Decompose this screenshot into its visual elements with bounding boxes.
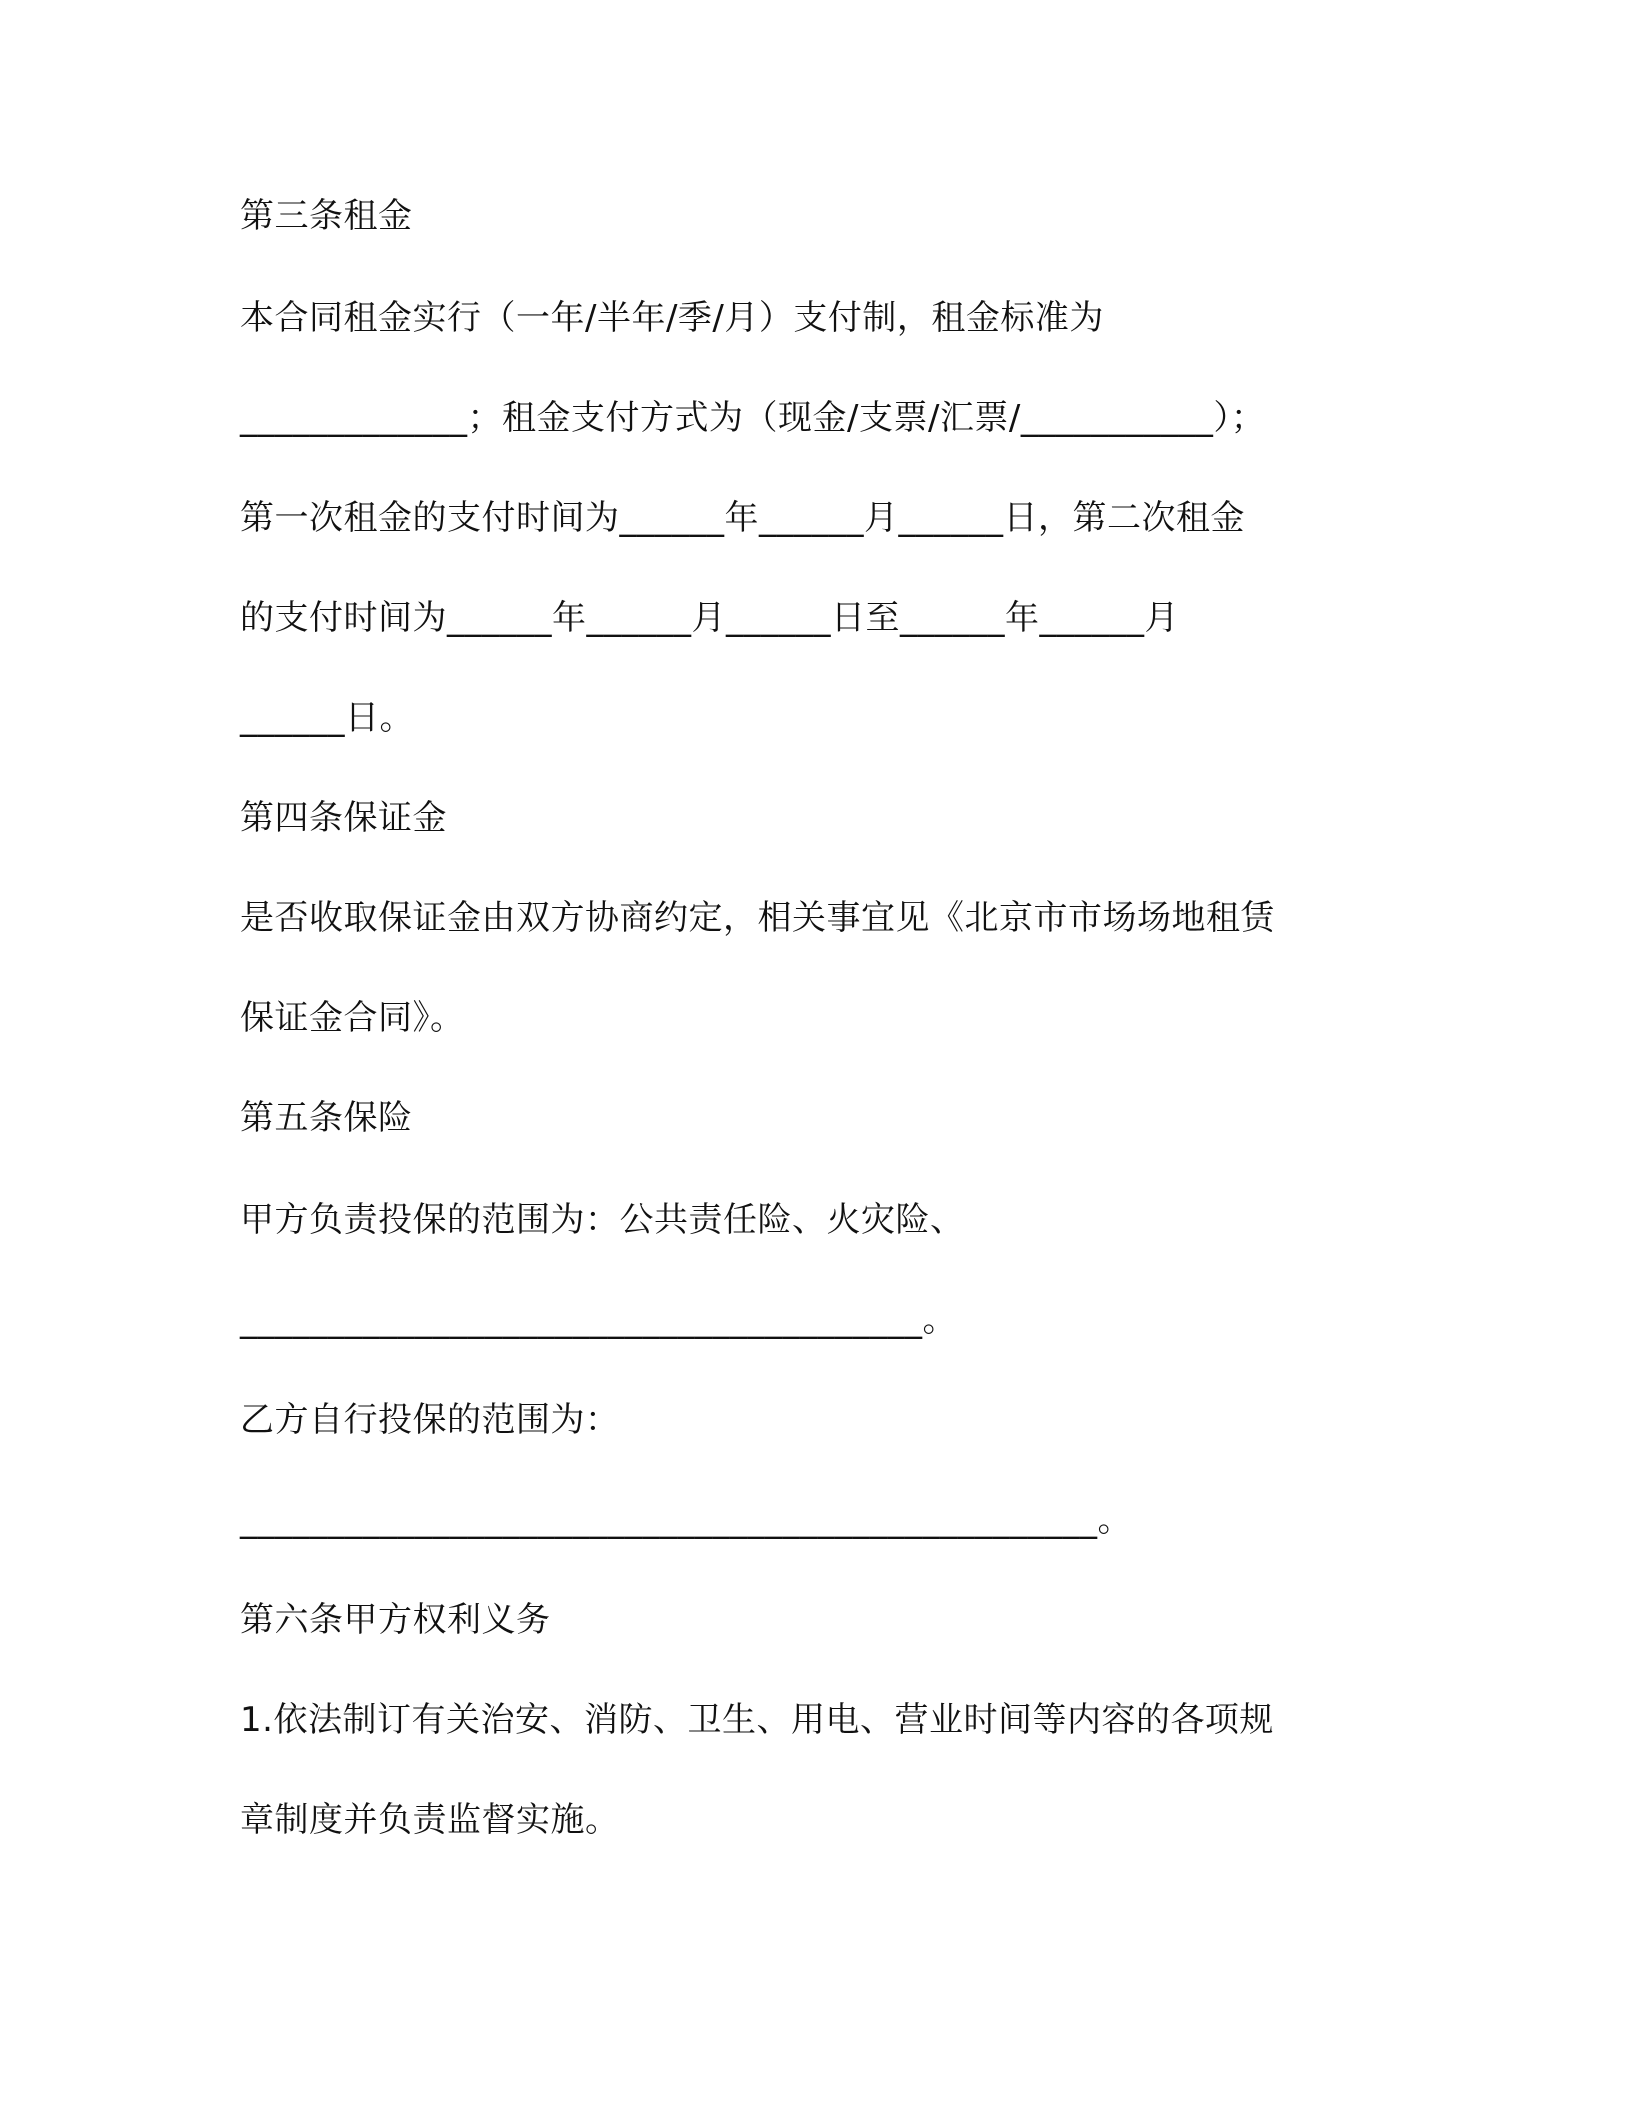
party-a-insurance-text: 甲方负责投保的范围为：公共责任险、火灾险、 bbox=[240, 1200, 965, 1240]
party-b-insurance-blank: _________________________________________________。 bbox=[240, 1500, 1132, 1540]
section-heading-rent: 第三条租金 bbox=[240, 196, 413, 236]
deposit-text-line1: 是否收取保证金由双方协商约定，相关事宜见《北京市市场场地租赁 bbox=[240, 898, 1275, 938]
first-payment-date-text: 第一次租金的支付时间为______年______月______日，第二次租金 bbox=[240, 498, 1245, 538]
rent-payment-system-text: 本合同租金实行（一年/半年/季/月）支付制，租金标准为 bbox=[240, 298, 1104, 338]
deposit-text-line2: 保证金合同》。 bbox=[240, 998, 465, 1038]
party-b-insurance-text: 乙方自行投保的范围为： bbox=[240, 1400, 620, 1440]
second-payment-date-end-text: ______日。 bbox=[240, 698, 414, 738]
second-payment-date-text: 的支付时间为______年______月______日至______年______月 bbox=[240, 598, 1179, 638]
rent-standard-method-text: _____________；租金支付方式为（现金/支票/汇票/___________）； bbox=[240, 398, 1266, 438]
section-heading-deposit: 第四条保证金 bbox=[240, 798, 447, 838]
section-heading-insurance: 第五条保险 bbox=[240, 1098, 413, 1138]
party-a-insurance-blank: _______________________________________。 bbox=[240, 1300, 957, 1340]
party-a-duty-1-line1: 1.依法制订有关治安、消防、卫生、用电、营业时间等内容的各项规 bbox=[240, 1700, 1274, 1740]
section-heading-party-a-rights: 第六条甲方权利义务 bbox=[240, 1600, 551, 1640]
party-a-duty-1-line2: 章制度并负责监督实施。 bbox=[240, 1800, 620, 1840]
